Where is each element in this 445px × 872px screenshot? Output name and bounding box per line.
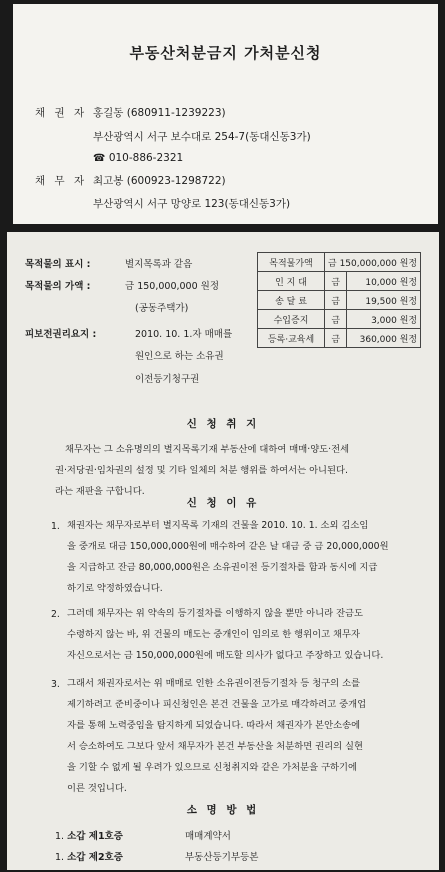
fee-value: 3,000 원정	[347, 310, 421, 329]
fee-row	[258, 253, 421, 272]
fee-row	[258, 329, 421, 348]
debtor-address: 부산광역시 서구 망양로 123(동대신동3가)	[93, 198, 291, 210]
reason-line: 그래서 채권자로서는 위 매매로 인한 소유권이전등기절차 등 청구의 소를	[67, 678, 361, 689]
right-line-3: 이전등기청구권	[135, 374, 200, 385]
application-body-page	[7, 232, 439, 870]
evidence-doc: 매매계약서	[185, 831, 231, 842]
fee-value: 360,000 원정	[347, 329, 421, 348]
creditor-phone-row	[93, 152, 183, 164]
reason-line: 그러데 채무자는 위 약속의 등기절차를 이행하지 않을 뿐만 아니라 잔금도	[67, 608, 364, 619]
creditor-row	[35, 105, 87, 120]
fee-key: 수입증지	[258, 310, 325, 329]
reason-line: 자를 통해 노력중임을 탐지하게 되었습니다. 따라서 채권자가 본안소송에	[67, 720, 361, 731]
reason-line: 을 중개로 대금 150,000,000원에 매수하여 같은 날 대금 중 금 20,000,000원	[67, 541, 389, 552]
application-cover-page	[13, 4, 438, 224]
reason-number: 1.	[51, 521, 60, 532]
creditor-label: 채 권 자	[35, 107, 88, 119]
reason-line: 수령하지 않는 바, 위 건물의 매도는 중개인이 임의로 한 행위이고 채무자	[67, 629, 360, 640]
creditor-name: 홍길동 (680911-1239223)	[93, 107, 226, 119]
fee-table	[257, 252, 421, 348]
reason-line: 제기하려고 준비중이나 피신청인은 본건 건물을 고가로 매각하려고 중개업	[67, 699, 367, 710]
reason-line: 채권자는 채무자로부터 별지목록 기재의 건물을 2010. 10. 1. 소외 김소임	[67, 520, 369, 531]
reason-line: 을 기할 수 없게 될 우려가 있으므로 신청취지와 같은 가처분을 구하기에	[67, 762, 357, 773]
debtor-name: 최고봉 (600923-1298722)	[93, 175, 226, 187]
object-value: 별지목록과 같음	[125, 259, 193, 270]
fee-row	[258, 272, 421, 291]
right-label: 피보전권리요지 :	[25, 329, 97, 340]
fee-unit: 금	[325, 310, 347, 329]
fee-value: 19,500 원정	[347, 291, 421, 310]
fee-unit: 금	[325, 329, 347, 348]
evidence-item: 1. 소갑 제1호증	[55, 831, 123, 842]
reason-number: 2.	[51, 609, 60, 620]
creditor-phone: 010-886-2321	[108, 152, 184, 164]
fee-key: 인 지 대	[258, 272, 325, 291]
reasons-title: 신 청 이 유	[186, 497, 260, 509]
debtor-label: 채 무 자	[35, 175, 88, 187]
document-title: 부동산처분금지 가처분신청	[129, 44, 322, 62]
purpose-line: 권·저당권·임차권의 설정 및 기타 일체의 처분 행위를 하여서는 아니된다.	[55, 465, 348, 476]
purpose-text	[55, 439, 415, 502]
evidence-doc: 부동산등기부등본	[185, 852, 259, 863]
fee-unit: 금	[325, 291, 347, 310]
right-line-1: 2010. 10. 1.자 매매를	[135, 329, 233, 340]
reason-3	[67, 673, 417, 799]
fee-value: 금 150,000,000 원정	[325, 253, 421, 272]
reason-line: 하기로 약정하였습니다.	[67, 583, 163, 594]
fee-key: 송 달 료	[258, 291, 325, 310]
purpose-line: 채무자는 그 소유명의의 별지목록기재 부동산에 대하여 매매·양도·전세	[65, 444, 350, 455]
evidence-title: 소 명 방 법	[186, 804, 260, 816]
debtor-row	[35, 173, 87, 188]
reason-line: 자신으로서는 금 150,000,000원에 매도할 의사가 없다고 주장하고 있습니다.	[67, 650, 384, 661]
right-line-2: 원인으로 하는 소유권	[135, 351, 224, 362]
reason-line: 이른 것입니다.	[67, 783, 127, 794]
evidence-item: 1. 소갑 제2호증	[55, 852, 123, 863]
reason-line: 을 지급하고 잔금 80,000,000원은 소유권이전 등기절차를 함과 동시에 지급	[67, 562, 378, 573]
value-note: (공동주택가)	[135, 303, 189, 314]
value-value: 금 150,000,000 원정	[125, 281, 220, 292]
fee-key: 목적물가액	[258, 253, 325, 272]
fee-value: 10,000 원정	[347, 272, 421, 291]
creditor-address: 부산광역시 서구 보수대로 254-7(동대신동3가)	[93, 131, 311, 143]
fee-row	[258, 291, 421, 310]
fee-row	[258, 310, 421, 329]
fee-unit: 금	[325, 272, 347, 291]
reason-number: 3.	[51, 679, 60, 690]
reason-2	[67, 603, 417, 666]
fee-key: 등록·교육세	[258, 329, 325, 348]
reason-line: 서 승소하여도 그보다 앞서 채무자가 본건 부동산을 처분하면 권리의 실현	[67, 741, 364, 752]
purpose-title: 신 청 취 지	[186, 418, 260, 430]
phone-icon: ☎	[93, 153, 106, 164]
purpose-line: 라는 재판을 구합니다.	[55, 486, 145, 497]
value-label: 목적물의 가액 :	[25, 281, 91, 292]
object-label: 목적물의 표시 :	[25, 259, 91, 270]
reason-1	[67, 515, 417, 599]
